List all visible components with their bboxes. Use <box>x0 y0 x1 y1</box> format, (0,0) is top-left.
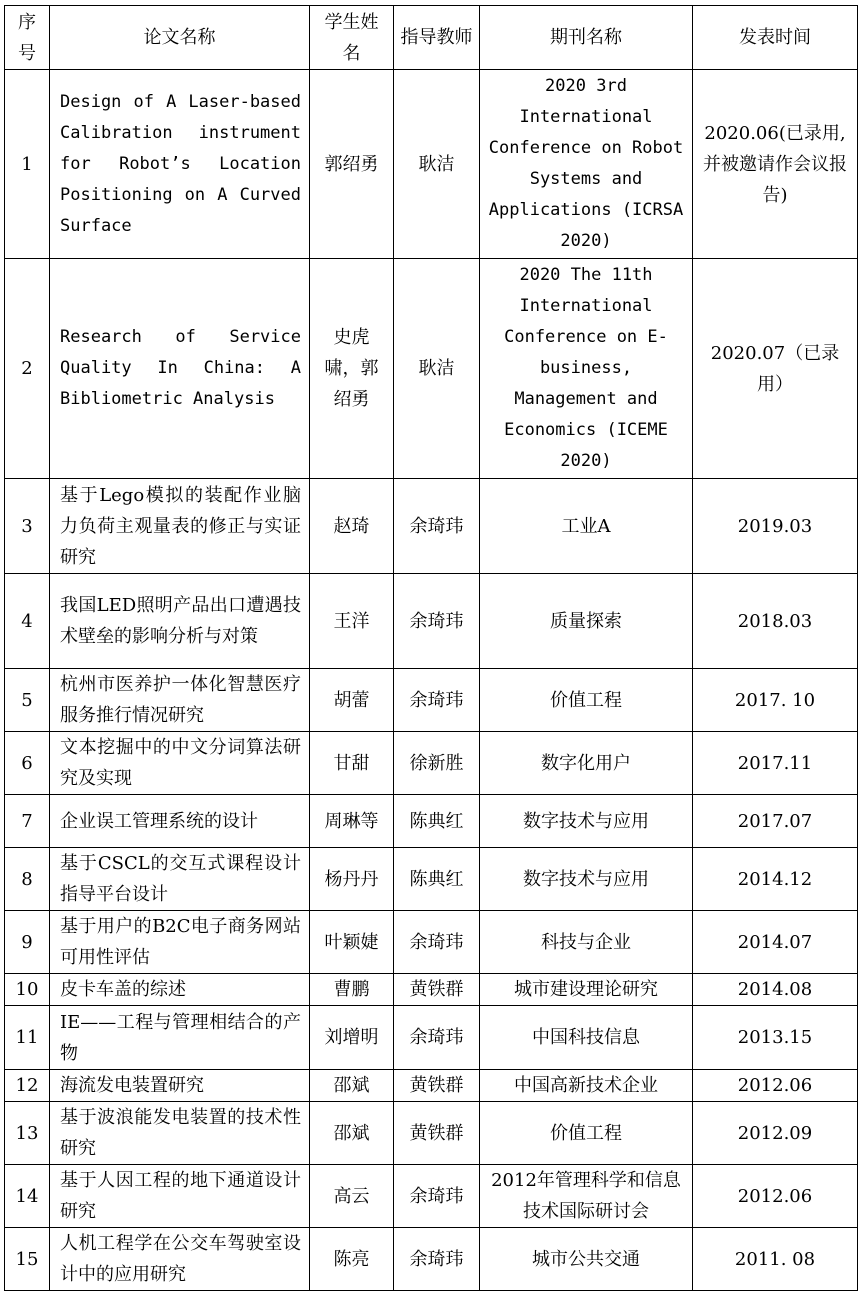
paper-title: 我国LED照明产品出口遭遇技术壁垒的影响分析与对策 <box>50 574 310 669</box>
table-row <box>5 974 858 1006</box>
paper-title: 基于波浪能发电装置的技术性研究 <box>50 1102 310 1165</box>
journal-name: 价值工程 <box>480 669 693 732</box>
student-name: 赵琦 <box>310 479 394 574</box>
papers-table <box>4 5 858 1291</box>
header-student: 学生姓名 <box>310 6 394 70</box>
row-no: 13 <box>5 1102 50 1165</box>
header-row <box>5 6 858 70</box>
row-no: 6 <box>5 732 50 795</box>
advisor-name: 余琦玮 <box>394 1228 480 1291</box>
advisor-name: 余琦玮 <box>394 1006 480 1070</box>
paper-title: 文本挖掘中的中文分词算法研究及实现 <box>50 732 310 795</box>
publish-date: 2014.08 <box>693 974 858 1006</box>
paper-title: 企业误工管理系统的设计 <box>50 795 310 848</box>
publish-date: 2020.07（已录用） <box>693 259 858 479</box>
row-no: 10 <box>5 974 50 1006</box>
student-name: 陈亮 <box>310 1228 394 1291</box>
header-no: 序号 <box>5 6 50 70</box>
row-no: 2 <box>5 259 50 479</box>
publish-date: 2019.03 <box>693 479 858 574</box>
publish-date: 2014.12 <box>693 848 858 911</box>
row-no: 14 <box>5 1165 50 1228</box>
journal-name: 2020 3rd International Conference on Robot Systems and Applications (ICRSA 2020) <box>480 70 693 259</box>
table-row <box>5 479 858 574</box>
table-row <box>5 1165 858 1228</box>
advisor-name: 余琦玮 <box>394 574 480 669</box>
publish-date: 2012.09 <box>693 1102 858 1165</box>
paper-title: Design of A Laser-based Calibration instrument for Robot’s Location Positioning on A Curved Surface <box>50 70 310 259</box>
paper-title: Research of Service Quality In China: A Bibliometric Analysis <box>50 259 310 479</box>
advisor-name: 黄铁群 <box>394 1102 480 1165</box>
student-name: 胡蕾 <box>310 669 394 732</box>
advisor-name: 余琦玮 <box>394 669 480 732</box>
student-name: 邵斌 <box>310 1102 394 1165</box>
journal-name: 中国科技信息 <box>480 1006 693 1070</box>
row-no: 4 <box>5 574 50 669</box>
row-no: 8 <box>5 848 50 911</box>
table-row <box>5 259 858 479</box>
paper-title: 海流发电装置研究 <box>50 1070 310 1102</box>
student-name: 史虎啸，郭绍勇 <box>310 259 394 479</box>
table-row <box>5 732 858 795</box>
paper-title: 基于CSCL的交互式课程设计指导平台设计 <box>50 848 310 911</box>
journal-name: 工业A <box>480 479 693 574</box>
table-row <box>5 848 858 911</box>
paper-title: 杭州市医养护一体化智慧医疗服务推行情况研究 <box>50 669 310 732</box>
journal-name: 2020 The 11th International Conference on E-business, Management and Economics (ICEME 2020) <box>480 259 693 479</box>
row-no: 3 <box>5 479 50 574</box>
journal-name: 价值工程 <box>480 1102 693 1165</box>
publish-date: 2012.06 <box>693 1070 858 1102</box>
table-row <box>5 669 858 732</box>
row-no: 15 <box>5 1228 50 1291</box>
journal-name: 数字技术与应用 <box>480 795 693 848</box>
student-name: 王洋 <box>310 574 394 669</box>
publish-date: 2018.03 <box>693 574 858 669</box>
student-name: 邵斌 <box>310 1070 394 1102</box>
table-row <box>5 1102 858 1165</box>
row-no: 11 <box>5 1006 50 1070</box>
header-advisor: 指导教师 <box>394 6 480 70</box>
publish-date: 2020.06(已录用,并被邀请作会议报告) <box>693 70 858 259</box>
student-name: 刘增明 <box>310 1006 394 1070</box>
student-name: 周琳等 <box>310 795 394 848</box>
row-no: 1 <box>5 70 50 259</box>
student-name: 叶颖婕 <box>310 911 394 974</box>
journal-name: 数字化用户 <box>480 732 693 795</box>
paper-title: 基于用户的B2C电子商务网站可用性评估 <box>50 911 310 974</box>
advisor-name: 黄铁群 <box>394 1070 480 1102</box>
table-row <box>5 795 858 848</box>
table-row <box>5 1070 858 1102</box>
advisor-name: 徐新胜 <box>394 732 480 795</box>
publish-date: 2013.15 <box>693 1006 858 1070</box>
journal-name: 中国高新技术企业 <box>480 1070 693 1102</box>
table-row <box>5 70 858 259</box>
row-no: 7 <box>5 795 50 848</box>
table-row <box>5 574 858 669</box>
advisor-name: 余琦玮 <box>394 1165 480 1228</box>
publish-date: 2017.11 <box>693 732 858 795</box>
advisor-name: 耿洁 <box>394 70 480 259</box>
student-name: 高云 <box>310 1165 394 1228</box>
advisor-name: 耿洁 <box>394 259 480 479</box>
table-row <box>5 1006 858 1070</box>
student-name: 杨丹丹 <box>310 848 394 911</box>
publish-date: 2014.07 <box>693 911 858 974</box>
header-journal: 期刊名称 <box>480 6 693 70</box>
journal-name: 城市公共交通 <box>480 1228 693 1291</box>
header-date: 发表时间 <box>693 6 858 70</box>
journal-name: 质量探索 <box>480 574 693 669</box>
paper-title: 人机工程学在公交车驾驶室设计中的应用研究 <box>50 1228 310 1291</box>
advisor-name: 陈典红 <box>394 848 480 911</box>
advisor-name: 余琦玮 <box>394 911 480 974</box>
journal-name: 科技与企业 <box>480 911 693 974</box>
publish-date: 2012.06 <box>693 1165 858 1228</box>
advisor-name: 余琦玮 <box>394 479 480 574</box>
paper-title: 基于Lego模拟的装配作业脑力负荷主观量表的修正与实证研究 <box>50 479 310 574</box>
student-name: 甘甜 <box>310 732 394 795</box>
paper-title: 皮卡车盖的综述 <box>50 974 310 1006</box>
journal-name: 数字技术与应用 <box>480 848 693 911</box>
row-no: 9 <box>5 911 50 974</box>
table-row <box>5 911 858 974</box>
publish-date: 2011. 08 <box>693 1228 858 1291</box>
advisor-name: 黄铁群 <box>394 974 480 1006</box>
student-name: 曹鹏 <box>310 974 394 1006</box>
row-no: 5 <box>5 669 50 732</box>
paper-title: IE——工程与管理相结合的产物 <box>50 1006 310 1070</box>
publish-date: 2017.07 <box>693 795 858 848</box>
publish-date: 2017. 10 <box>693 669 858 732</box>
journal-name: 2012年管理科学和信息技术国际研讨会 <box>480 1165 693 1228</box>
student-name: 郭绍勇 <box>310 70 394 259</box>
advisor-name: 陈典红 <box>394 795 480 848</box>
table-row <box>5 1228 858 1291</box>
paper-title: 基于人因工程的地下通道设计研究 <box>50 1165 310 1228</box>
row-no: 12 <box>5 1070 50 1102</box>
header-title: 论文名称 <box>50 6 310 70</box>
journal-name: 城市建设理论研究 <box>480 974 693 1006</box>
